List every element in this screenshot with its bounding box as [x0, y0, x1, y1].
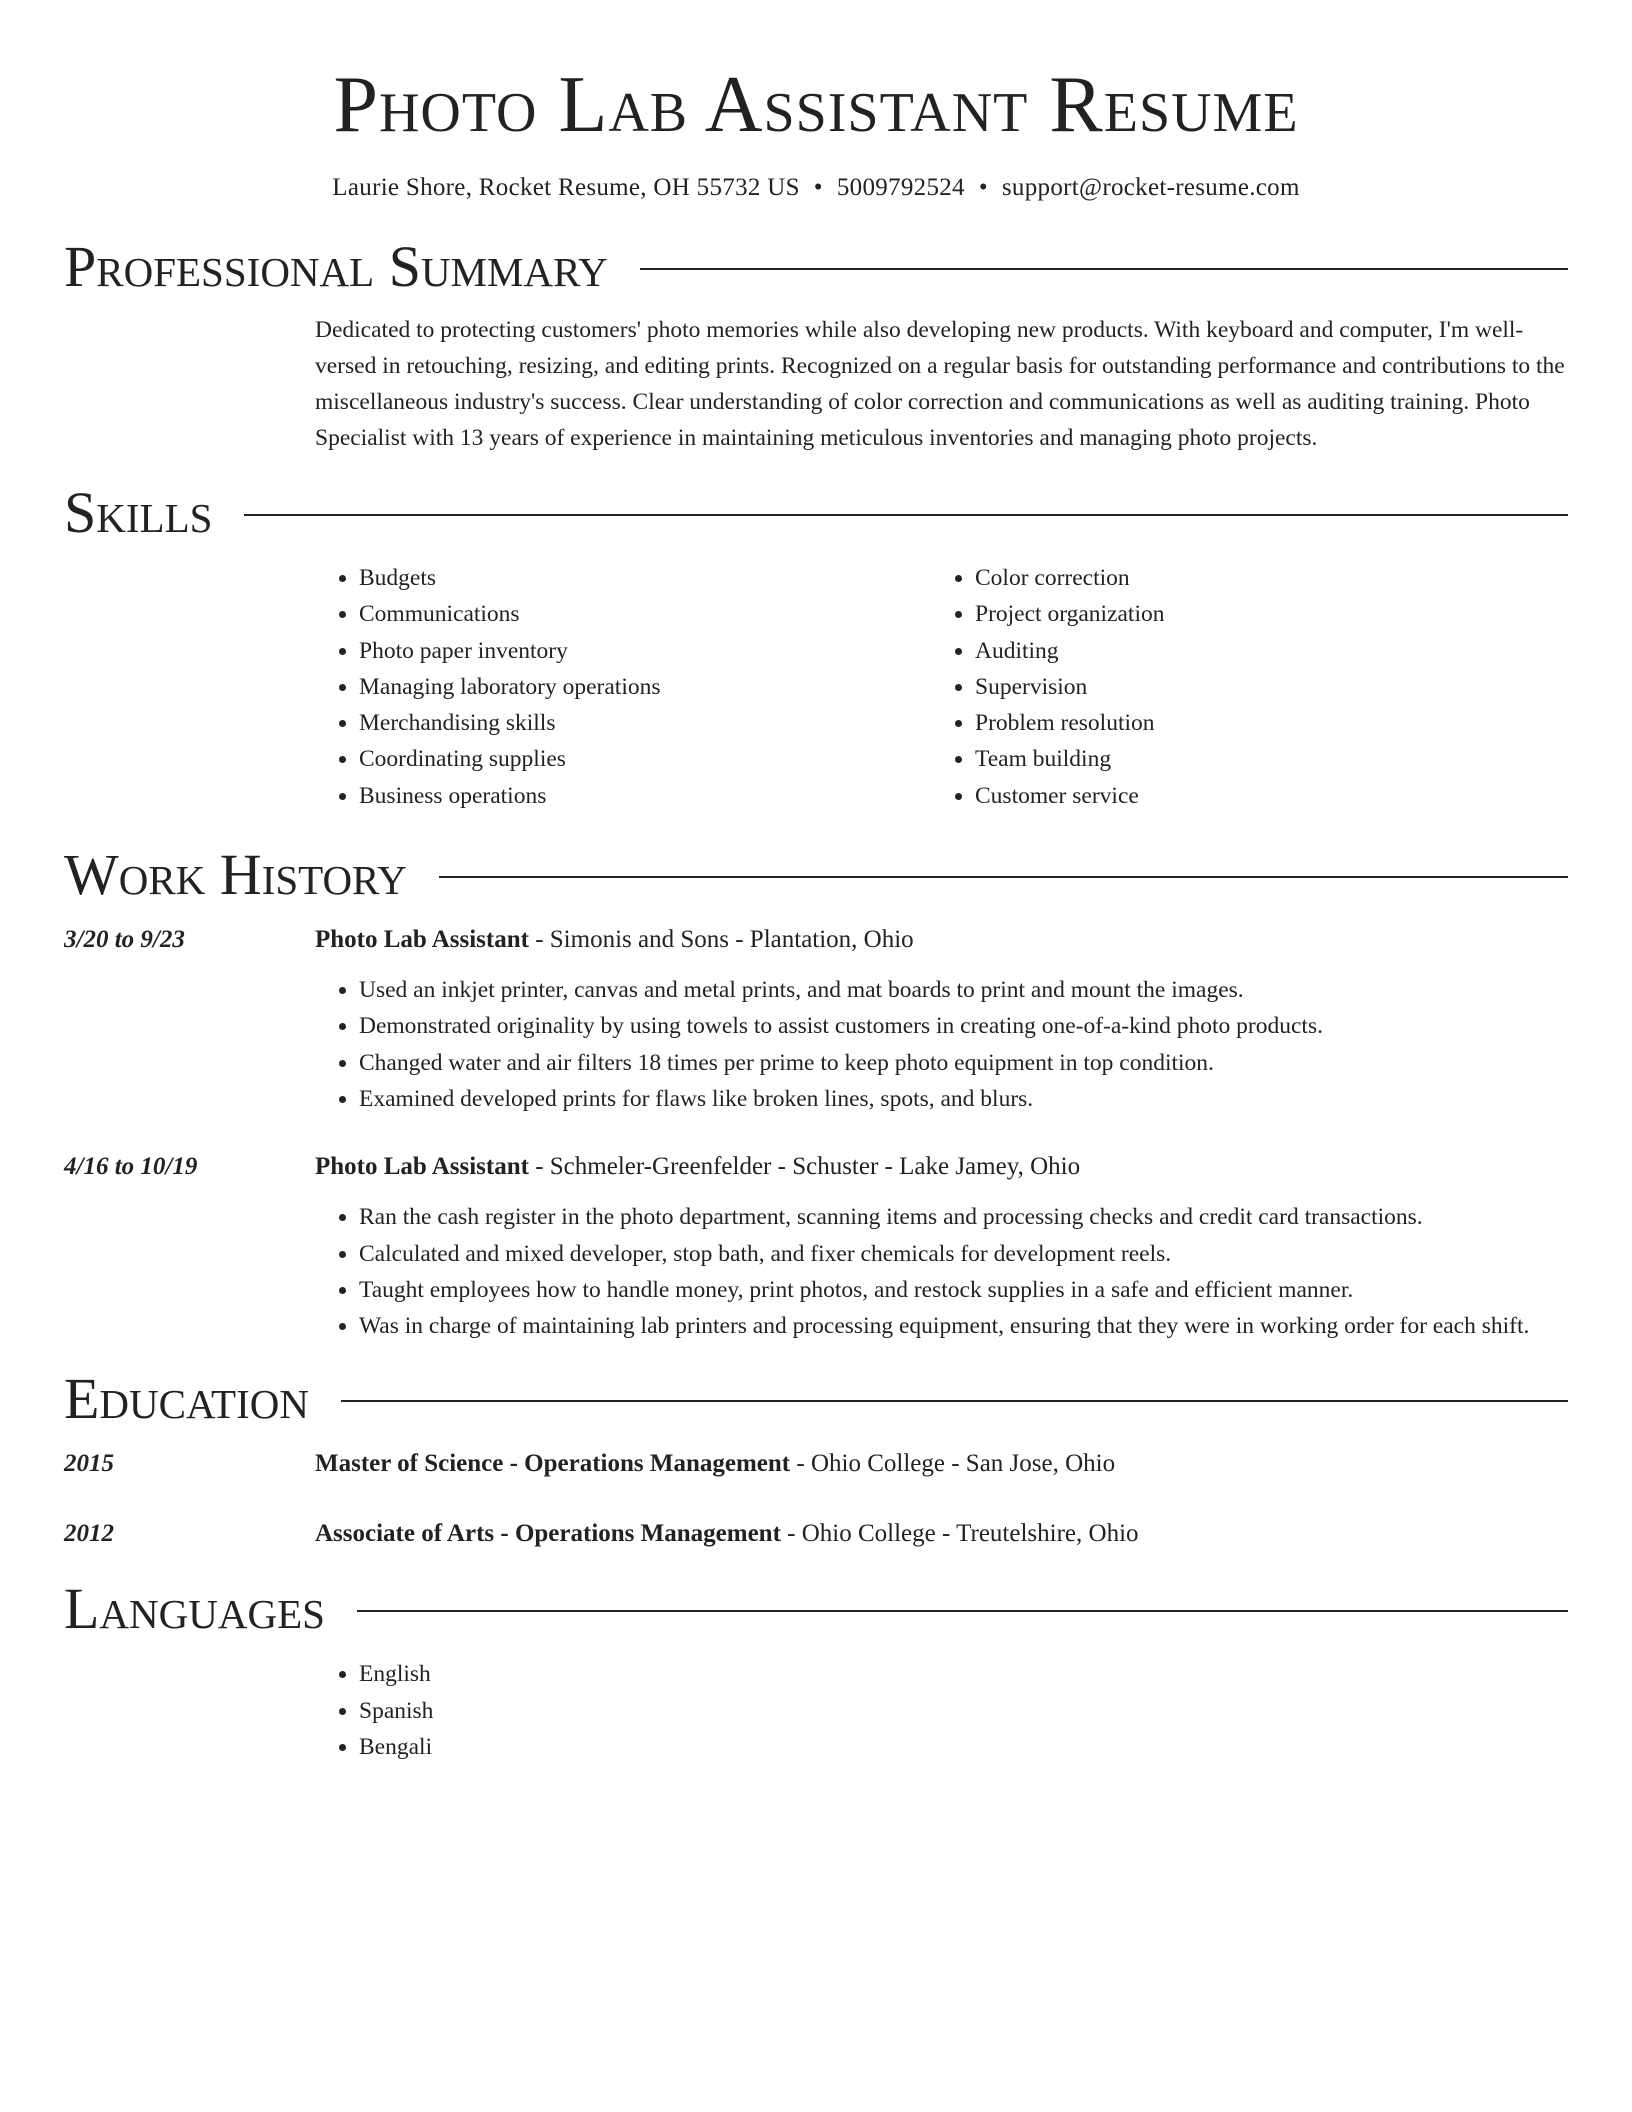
section-title-education: Education	[64, 1366, 309, 1432]
job-details: - Schmeler-Greenfelder - Schuster - Lake Jamey, Ohio	[528, 1153, 1081, 1181]
education-entry	[64, 1516, 1568, 1552]
job-bullet: • Taught employees how to handle money, print photos, and restock supplies in a safe and efficient manner.	[359, 1272, 1568, 1308]
skill-item: • Color correction	[975, 560, 1547, 596]
job-details: - Simonis and Sons - Plantation, Ohio	[528, 926, 914, 954]
job-title: Photo Lab Assistant	[315, 1153, 529, 1181]
job-header	[64, 1149, 1568, 1185]
skill-item: • Supervision	[975, 669, 1547, 705]
job-title: Photo Lab Assistant	[315, 926, 529, 954]
job-entry	[64, 922, 1568, 1117]
contact-separator: •	[813, 174, 823, 201]
skill-item: • Project organization	[975, 596, 1547, 632]
section-header-education	[64, 1366, 1568, 1432]
section-header-skills	[64, 480, 1568, 546]
section-title-work-history: Work History	[64, 842, 407, 908]
section-rule	[357, 1610, 1568, 1612]
education-headline	[315, 1516, 1139, 1552]
section-header-languages	[64, 1576, 1568, 1642]
skill-item: • Customer service	[975, 778, 1547, 814]
skill-item: • Auditing	[975, 633, 1547, 669]
contact-line	[64, 172, 1568, 204]
skills-list-left	[315, 560, 931, 814]
skill-item: • Merchandising skills	[359, 705, 931, 741]
job-dates: 3/20 to 9/23	[64, 926, 185, 954]
language-item: • Spanish	[359, 1693, 1568, 1729]
job-entry	[64, 1149, 1568, 1344]
skill-item: • Coordinating supplies	[359, 741, 931, 777]
language-item: • Bengali	[359, 1729, 1568, 1765]
skill-item: • Budgets	[359, 560, 931, 596]
job-bullet: • Demonstrated originality by using towels to assist customers in creating one-of-a-kind photo products.	[359, 1008, 1568, 1044]
job-bullet: • Changed water and air filters 18 times per prime to keep photo equipment in top condition.	[359, 1045, 1568, 1081]
section-rule	[244, 514, 1568, 516]
skill-item: • Photo paper inventory	[359, 633, 931, 669]
contact-address: Laurie Shore, Rocket Resume, OH 55732 US	[332, 174, 800, 201]
section-rule	[439, 876, 1568, 878]
education-degree: Associate of Arts - Operations Management	[315, 1520, 781, 1548]
education-details: - Ohio College - Treutelshire, Ohio	[780, 1520, 1139, 1548]
section-header-summary	[64, 234, 1568, 300]
language-item: • English	[359, 1656, 1568, 1692]
skills-column-left	[315, 560, 931, 814]
job-headline	[315, 922, 914, 958]
skill-item: • Communications	[359, 596, 931, 632]
education-year: 2015	[64, 1450, 114, 1478]
skills-grid	[315, 560, 1568, 814]
job-dates: 4/16 to 10/19	[64, 1153, 198, 1181]
job-headline	[315, 1149, 1080, 1185]
summary-text: Dedicated to protecting customers' photo memories while also developing new products. With keyboard and computer, I'm well-versed in retouching, resizing, and editing prints. Recognized on a regular basis for outstanding performance and contributions to the miscellaneous industry's success. Clear understanding of color correction and communications as well as auditing training. Photo Specialist with 13 years of experience in maintaining meticulous inventories and managing photo projects.	[315, 317, 1565, 451]
education-degree: Master of Science - Operations Management	[315, 1450, 791, 1478]
section-rule	[640, 268, 1568, 270]
job-bullet-list	[315, 972, 1568, 1117]
contact-separator: •	[978, 174, 988, 201]
skill-item: • Business operations	[359, 778, 931, 814]
education-year: 2012	[64, 1520, 114, 1548]
skill-item: • Problem resolution	[975, 705, 1547, 741]
section-header-work-history	[64, 842, 1568, 908]
job-bullet: • Used an inkjet printer, canvas and metal prints, and mat boards to print and mount the images.	[359, 972, 1568, 1008]
skills-column-right	[931, 560, 1547, 814]
education-details: - Ohio College - San Jose, Ohio	[790, 1450, 1116, 1478]
job-bullet: • Calculated and mixed developer, stop bath, and fixer chemicals for development reels.	[359, 1236, 1568, 1272]
job-bullet: • Was in charge of maintaining lab printers and processing equipment, ensuring that they were in working order for each shift.	[359, 1308, 1568, 1344]
contact-phone: 5009792524	[836, 174, 965, 201]
document-title: Photo Lab Assistant Resume	[333, 61, 1299, 149]
job-bullet-list	[315, 1199, 1568, 1344]
skill-item: • Team building	[975, 741, 1547, 777]
education-headline	[315, 1446, 1115, 1482]
contact-email: support@rocket-resume.com	[1001, 174, 1300, 201]
job-header	[64, 922, 1568, 958]
skills-list-right	[931, 560, 1547, 814]
languages-list	[315, 1656, 1568, 1765]
skill-item: • Managing laboratory operations	[359, 669, 931, 705]
section-title-summary: Professional Summary	[64, 234, 608, 299]
section-title-languages: Languages	[64, 1576, 325, 1642]
section-rule	[341, 1400, 1568, 1402]
job-bullet: • Ran the cash register in the photo department, scanning items and processing checks and credit card transactions.	[359, 1199, 1568, 1235]
section-title-skills: Skills	[64, 480, 213, 545]
job-bullet: • Examined developed prints for flaws like broken lines, spots, and blurs.	[359, 1081, 1568, 1117]
education-entry	[64, 1446, 1568, 1482]
